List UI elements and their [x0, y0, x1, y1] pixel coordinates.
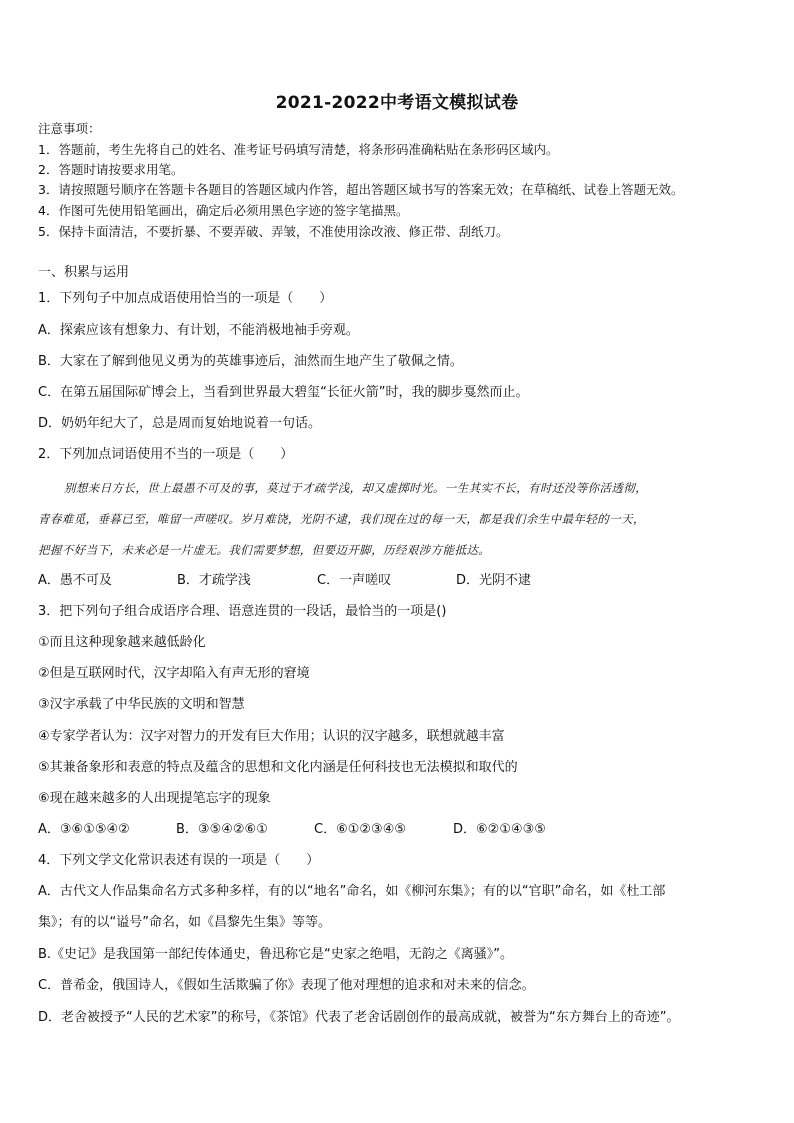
passage-line: 青春难觅，垂暮已至，唯留一声嗟叹。岁月难饶，光阴不逮，我们现在过的每一天，都是我们余生中最年轻的一天，	[38, 512, 645, 526]
option-c: C．⑥①②③④⑤	[314, 822, 407, 837]
question-stem: 4．下列文学文化常识表述有误的一项是（ ）	[38, 853, 320, 868]
option-b: B．③⑤④②⑥①	[176, 822, 268, 837]
option-c: C．在第五届国际矿博会上，当看到世界最大碧玺“长征火箭”时，我的脚步戛然而止。	[38, 385, 529, 400]
sentence-item: ④专家学者认为：汉字对智力的开发有巨大作用；认识的汉字越多，联想就越丰富	[38, 729, 505, 744]
option-d: D．老舍被授予“人民的艺术家”的称号，《茶馆》代表了老舍话剧创作的最高成就，被誉为“东方舞台上的奇迹”。	[38, 1010, 680, 1025]
passage-line: 把握不好当下，未来必是一片虚无。我们需要梦想，但要迈开脚，历经艰涉方能抵达。	[38, 543, 491, 557]
option-a-continued: 集》；有的以“谥号”命名，如《昌黎先生集》等等。	[38, 915, 331, 930]
option-a: A．探索应该有想象力、有计划，不能消极地袖手旁观。	[38, 323, 359, 338]
passage-line: 别想来日方长，世上最愚不可及的事，莫过于才疏学浅，却又虚掷时光。一生其实不长，有时还没等你活透彻，	[64, 481, 648, 495]
sentence-item: ②但是互联网时代，汉字却陷入有声无形的窘境	[38, 666, 310, 681]
note-item: 3．请按照题号顺序在答题卡各题目的答题区域内作答，超出答题区域书写的答案无效；在草稿纸、试卷上答题无效。	[38, 182, 684, 197]
note-item: 2．答题时请按要求用笔。	[38, 162, 184, 177]
option-d: D．⑥②①④③⑤	[453, 822, 546, 837]
option-a: A．愚不可及	[38, 573, 112, 588]
section-heading: 一、积累与运用	[38, 265, 130, 280]
notes-heading: 注意事项：	[38, 121, 101, 136]
option-b: B.《史记》是我国第一部纪传体通史，鲁迅称它是“史家之绝唱，无韵之《离骚》”。	[38, 947, 514, 962]
options-row	[38, 572, 531, 590]
option-a: A．古代文人作品集命名方式多种多样，有的以“地名”命名，如《柳河东集》；有的以“官职”命名，如《杜工部	[38, 884, 666, 899]
sentence-item: ⑤其兼备象形和表意的特点及蕴含的思想和文化内涵是任何科技也无法模拟和取代的	[38, 760, 518, 775]
sentence-item: ⑥现在越来越多的人出现提笔忘字的现象	[38, 791, 271, 806]
option-d: D．光阴不逮	[456, 573, 532, 588]
sentence-item: ③汉字承载了中华民族的文明和智慧	[38, 697, 245, 712]
note-item: 4．作图可先使用铅笔画出，确定后必须用黑色字迹的签字笔描黑。	[38, 203, 409, 218]
option-c: C．普希金，俄国诗人，《假如生活欺骗了你》表现了他对理想的追求和对未来的信念。	[38, 978, 535, 993]
note-item: 5．保持卡面清洁，不要折暴、不要弄破、弄皱，不准使用涂改液、修正带、刮纸刀。	[38, 224, 509, 239]
option-c: C．一声嗟叹	[317, 573, 392, 588]
option-b: B．大家在了解到他见义勇为的英雄事迹后，油然而生地产生了敬佩之情。	[38, 354, 463, 369]
question-stem: 2．下列加点词语使用不当的一项是（ ）	[38, 447, 294, 462]
option-a: A．③⑥①⑤④②	[38, 822, 130, 837]
question-stem: 3．把下列句子组合成语序合理、语意连贯的一段话，最恰当的一项是()	[38, 604, 447, 619]
note-item: 1．答题前，考生先将自己的姓名、准考证号码填写清楚，将条形码准确粘贴在条形码区域内。	[38, 142, 559, 157]
option-d: D．奶奶年纪大了，总是周而复始地说着一句话。	[38, 416, 322, 431]
sentence-item: ①而且这种现象越来越低龄化	[38, 635, 206, 650]
question-stem: 1．下列句子中加点成语使用恰当的一项是（ ）	[38, 291, 333, 306]
options-row	[38, 821, 546, 839]
option-b: B．才疏学浅	[177, 573, 251, 588]
page-title: 2021-2022中考语文模拟试卷	[275, 93, 519, 113]
